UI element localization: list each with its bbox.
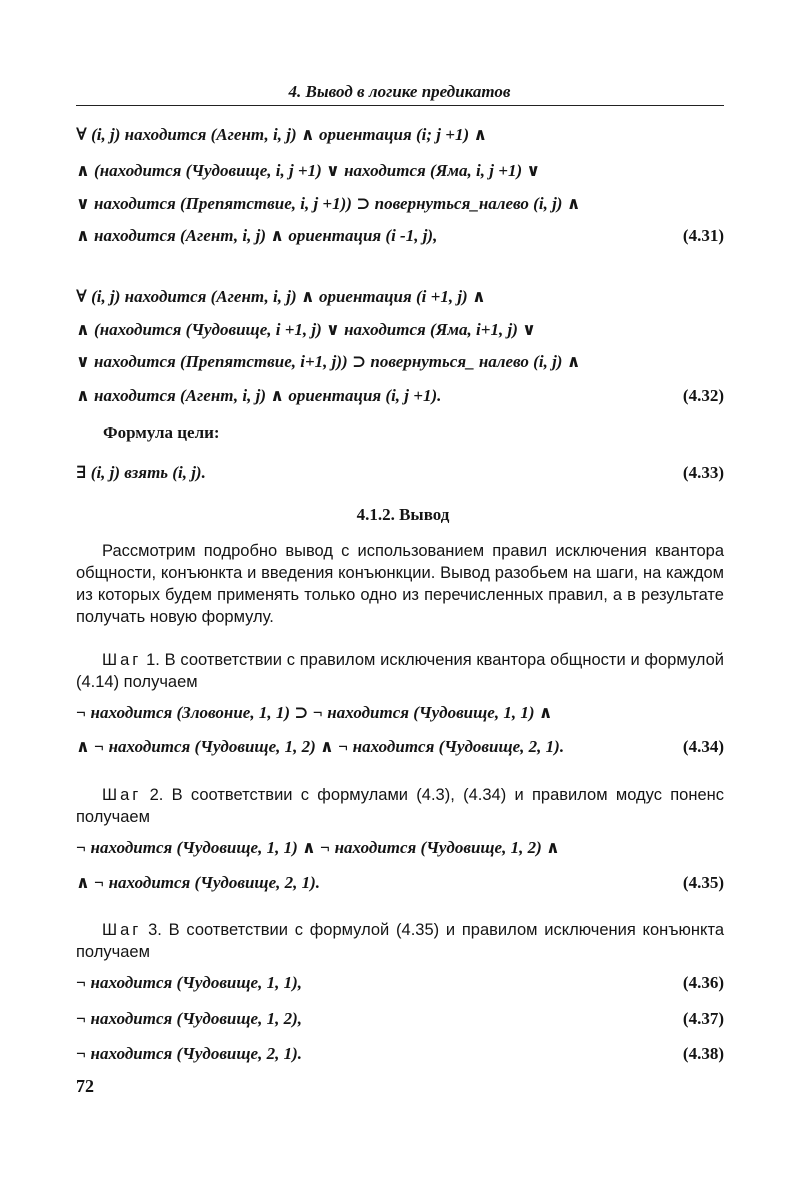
formula-434-line-1: ¬ находится (Зловоние, 1, 1) ⊃ ¬ находится (Чудовище, 1, 1) ∧	[76, 703, 553, 722]
equation-number-435: (4.35)	[682, 873, 724, 892]
page-number: 72	[76, 1076, 94, 1096]
formula-437: ¬ находится (Чудовище, 1, 2),	[76, 1009, 302, 1028]
formula-432-line-3: ∨ находится (Препятствие, i+1, j)) ⊃ повернуться_ налево (i, j) ∧	[76, 352, 581, 371]
equation-number-438: (4.38)	[682, 1044, 724, 1063]
step-1-text: 1. В соответствии с правилом исключения квантора общности и формулой (4.14) получаем	[76, 651, 724, 691]
formula-438: ¬ находится (Чудовище, 2, 1).	[76, 1044, 302, 1063]
step-3-label: Шаг	[102, 921, 142, 939]
formula-436: ¬ находится (Чудовище, 1, 1),	[76, 973, 302, 992]
header-rule	[76, 105, 724, 106]
formula-431-line-3: ∨ находится (Препятствие, i, j +1)) ⊃ повернуться_налево (i, j) ∧	[76, 194, 581, 213]
section-title: 4.1.2. Вывод	[356, 505, 450, 524]
formula-432-line-4: ∧ находится (Агент, i, j) ∧ ориентация (i, j +1).	[76, 386, 442, 405]
goal-heading: Формула цели:	[103, 423, 220, 442]
formula-432-line-2: ∧ (находится (Чудовище, i +1, j) ∨ находится (Яма, i+1, j) ∨	[76, 320, 536, 339]
step-2-paragraph	[76, 784, 724, 828]
formula-434-line-2: ∧ ¬ находится (Чудовище, 1, 2) ∧ ¬ находится (Чудовище, 2, 1).	[76, 737, 565, 756]
step-3-text: 3. В соответствии с формулой (4.35) и правилом исключения конъюнкта получаем	[76, 921, 724, 961]
step-1-label: Шаг	[102, 651, 142, 669]
step-1-paragraph	[76, 649, 724, 693]
equation-number-434: (4.34)	[682, 737, 724, 756]
formula-431-line-2: ∧ (находится (Чудовище, i, j +1) ∨ находится (Яма, i, j +1) ∨	[76, 161, 541, 180]
step-2-label: Шаг	[102, 786, 142, 804]
goal-formula: ∃ (i, j) взять (i, j).	[76, 463, 206, 482]
formula-435-line-1: ¬ находится (Чудовище, 1, 1) ∧ ¬ находится (Чудовище, 1, 2) ∧	[76, 838, 560, 857]
equation-number-432: (4.32)	[682, 386, 724, 405]
equation-number-437: (4.37)	[682, 1009, 724, 1028]
step-3-paragraph	[76, 919, 724, 963]
intro-paragraph: Рассмотрим подробно вывод с использованием правил исключения квантора общности, конъюнкта и введения конъюнкции. Вывод разобьем на шаги, на каждом из которых будем применять только одно из перечисленных правил, а в результате получать новую формулу.	[76, 542, 724, 626]
formula-432-line-1: ∀ (i, j) находится (Агент, i, j) ∧ ориентация (i +1, j) ∧	[76, 287, 486, 306]
step-2-text: 2. В соответствии с формулами (4.3), (4.34) и правилом модус поненс получаем	[76, 786, 724, 826]
formula-431-line-4: ∧ находится (Агент, i, j) ∧ ориентация (i -1, j),	[76, 226, 438, 245]
formula-431-line-1: ∀ (i, j) находится (Агент, i, j) ∧ ориентация (i; j +1) ∧	[76, 125, 488, 144]
formula-435-line-2: ∧ ¬ находится (Чудовище, 2, 1).	[76, 873, 321, 892]
running-header: 4. Вывод в логике предикатов	[288, 82, 511, 101]
equation-number-436: (4.36)	[682, 973, 724, 992]
equation-number-433: (4.33)	[682, 463, 724, 482]
equation-number-431: (4.31)	[682, 226, 724, 245]
